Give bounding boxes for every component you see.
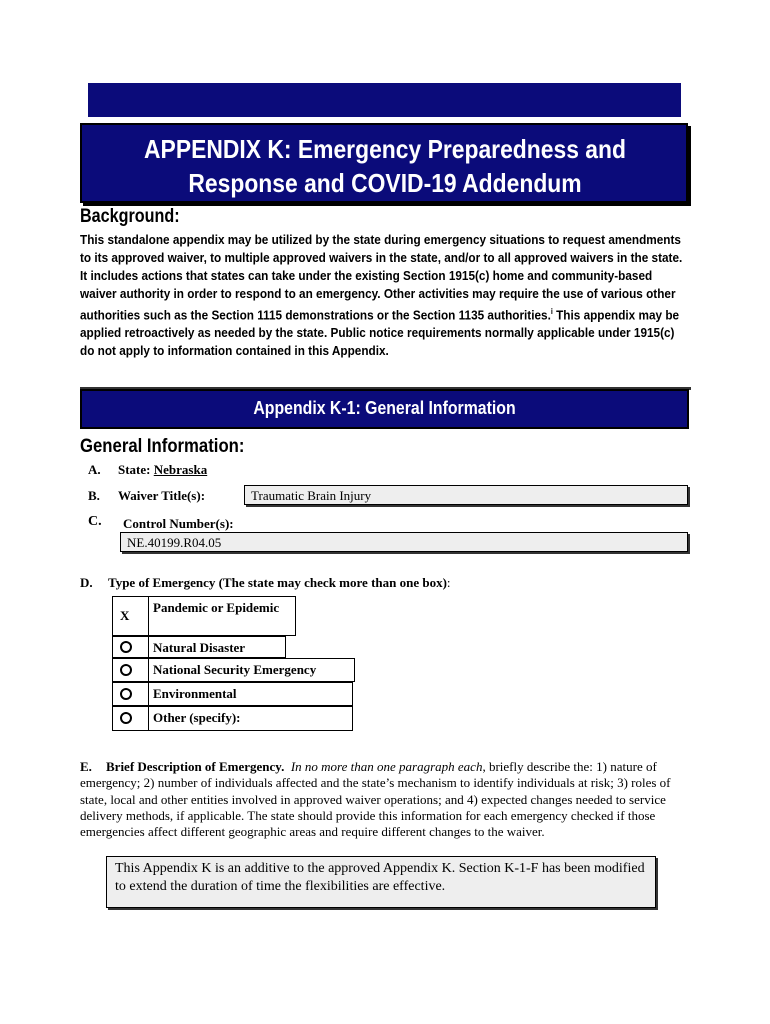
option-other: Other (specify): xyxy=(148,706,353,731)
background-paragraph xyxy=(80,231,686,360)
item-b-label: B. xyxy=(88,488,100,503)
waiver-title-label: Waiver Title(s): xyxy=(118,488,206,503)
emergency-type-prompt xyxy=(108,575,451,591)
background-text: This standalone appendix may be utilized by the state during emergency situations to request amendments to its approved waiver, to multiple approved waivers in the state, and/or to all approved waivers in the state. It includes actions that states can take under the existing Section 1915(c) home and community-based waiver authority in order to respond to an emergency. Other activities may require the use of various other authorities such as the Section 1115 demonstrations or the Section 1135 authorities. xyxy=(80,232,683,323)
radio-natural-disaster[interactable] xyxy=(112,636,148,658)
background-text-continued: This appendix may be applied retroactively as needed by the state. Public notice requirements normally applicable under 1915(c) do not apply to information contained in this Appendix. xyxy=(80,307,680,359)
waiver-title-field[interactable]: Traumatic Brain Injury xyxy=(244,485,688,505)
checkbox-mark: X xyxy=(120,608,130,623)
radio-circle-icon xyxy=(120,664,132,676)
option-natural-disaster: Natural Disaster xyxy=(148,636,286,658)
page-title xyxy=(117,132,654,200)
option-environmental: Environmental xyxy=(148,682,353,706)
k1-heading: Appendix K-1: General Information xyxy=(253,398,516,418)
item-e-label: E. xyxy=(80,759,92,774)
radio-other[interactable] xyxy=(112,706,148,731)
control-number-label: Control Number(s): xyxy=(123,516,234,531)
item-c-label: C. xyxy=(88,514,102,529)
radio-circle-icon xyxy=(120,688,132,700)
option-pandemic: Pandemic or Epidemic xyxy=(148,596,296,636)
radio-environmental[interactable] xyxy=(112,682,148,706)
description-body: , briefly describe the: 1) nature of emergency; 2) number of individuals affected and the state’s mechanism to identify individuals at risk; 3) roles of state, local and other entities involved in approved waiver operations; and 4) expected changes needed to service delivery methods, if applicable. The state should provide this information for each emergency checked if those emergencies affect different geographic areas and require different changes to the waiver. xyxy=(80,759,671,840)
state-field-label: State: xyxy=(118,462,154,477)
general-info-heading: General Information: xyxy=(80,436,245,457)
background-heading: Background: xyxy=(80,206,180,227)
item-d-label: D. xyxy=(80,575,93,590)
emergency-type-text: Type of Emergency (The state may check more than one box) xyxy=(108,575,447,590)
footnote-marker: i xyxy=(550,307,553,316)
title-line-2: Response and COVID-19 Addendum xyxy=(188,168,582,198)
description-response-field[interactable]: This Appendix K is an additive to the approved Appendix K. Section K-1-F has been modified to extend the duration of time the flexibilities are effective. xyxy=(106,856,656,908)
title-line-1: APPENDIX K: Emergency Preparedness and xyxy=(144,134,626,164)
emergency-type-colon: : xyxy=(446,575,451,590)
option-national-security: National Security Emergency xyxy=(148,658,355,682)
radio-national-security[interactable] xyxy=(112,658,148,682)
description-instructions xyxy=(80,759,690,840)
radio-circle-icon xyxy=(120,712,132,724)
description-heading: Brief Description of Emergency. xyxy=(106,759,285,774)
state-row xyxy=(118,462,213,478)
item-a-label: A. xyxy=(88,462,101,477)
control-number-field[interactable]: NE.40199.R04.05 xyxy=(120,532,688,552)
description-italic: In no more than one paragraph each xyxy=(290,759,483,774)
radio-circle-icon xyxy=(120,641,132,653)
checkbox-pandemic[interactable] xyxy=(112,596,148,636)
top-banner-bar xyxy=(88,83,681,117)
state-value: Nebraska xyxy=(153,462,208,477)
